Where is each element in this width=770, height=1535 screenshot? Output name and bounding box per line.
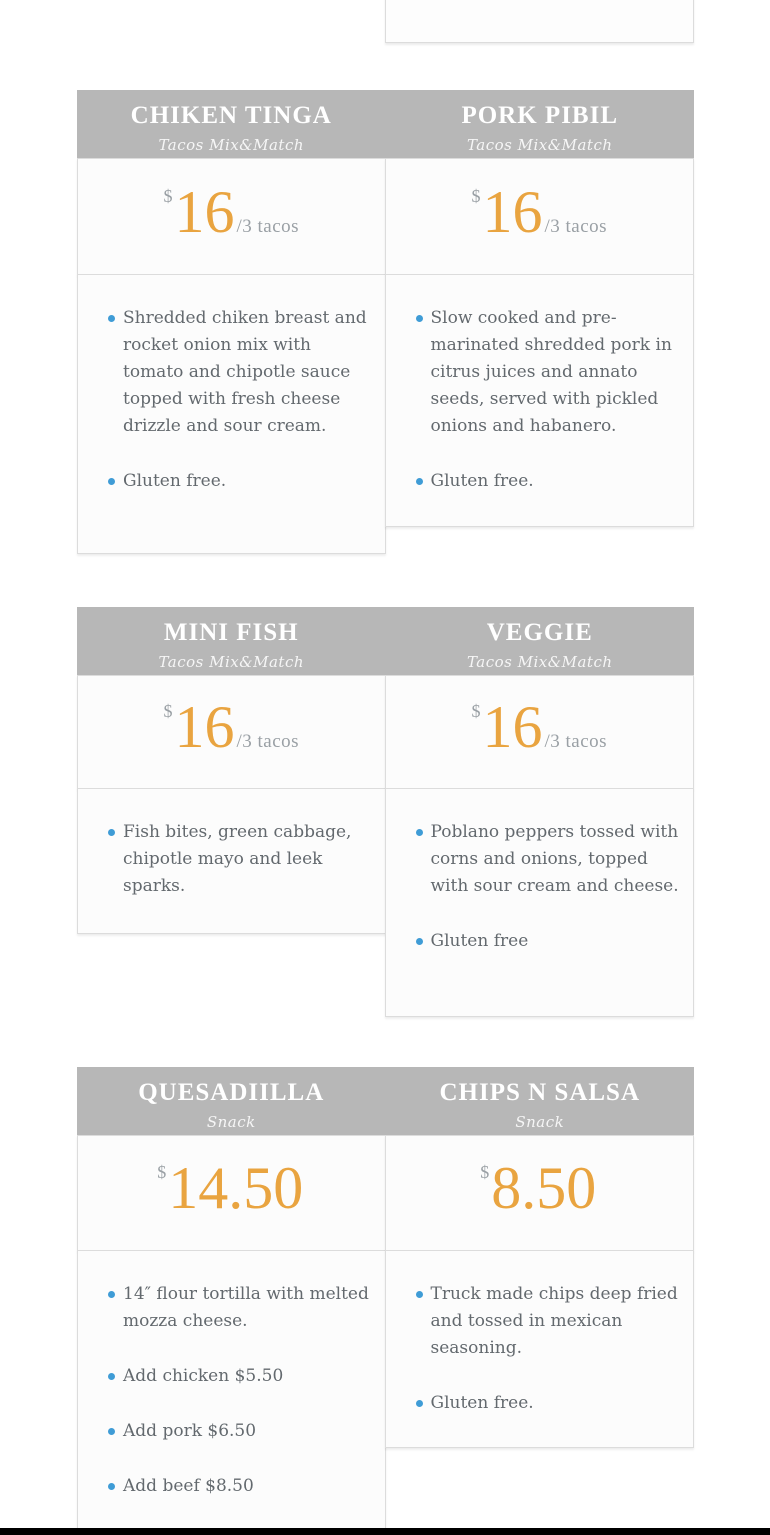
price-amount: 8.50	[491, 1155, 597, 1221]
menu-bullet-item: Gluten free	[431, 928, 683, 955]
previous-card-fragment	[385, 0, 694, 43]
menu-bullet-item: Gluten free.	[431, 468, 683, 495]
currency-symbol: $	[163, 701, 173, 721]
description-box	[385, 788, 695, 1017]
menu-bullet-item: Add beef $8.50	[123, 1473, 374, 1500]
bullet-list	[386, 275, 694, 495]
price-box	[77, 158, 386, 275]
card-header	[77, 1067, 694, 1135]
card-columns	[77, 1135, 694, 1535]
item-title: VEGGIE	[486, 619, 593, 646]
currency-symbol: $	[163, 185, 173, 206]
header-col-mini-fish	[77, 607, 386, 675]
column-chips-n-salsa	[385, 1135, 695, 1448]
item-title: CHIPS N SALSA	[439, 1079, 641, 1106]
menu-card-snacks	[77, 1067, 694, 1535]
menu-card-tacos-2	[77, 607, 694, 1017]
menu-bullet-item: Add chicken $5.50	[123, 1363, 374, 1390]
card-columns	[77, 675, 694, 1017]
menu-bullet-item: Shredded chiken breast and rocket onion mix with tomato and chipotle sauce topped with fresh cheese drizzle and sour cream.	[123, 305, 374, 440]
header-col-chips-n-salsa	[386, 1067, 695, 1135]
menu-bullet-item: Slow cooked and pre-marinated shredded pork in citrus juices and annato seeds, served with pickled onions and habanero.	[431, 305, 683, 440]
description-box	[385, 274, 695, 527]
header-col-pork-pibil	[386, 90, 695, 158]
item-subtitle: Tacos Mix&Match	[158, 652, 305, 671]
item-subtitle: Tacos Mix&Match	[466, 652, 613, 671]
header-col-veggie	[386, 607, 695, 675]
column-chiken-tinga	[77, 158, 386, 554]
header-col-quesadiilla	[77, 1067, 386, 1135]
bullet-list	[386, 789, 694, 955]
price-amount: 14.50	[168, 1155, 304, 1221]
price-box	[385, 1135, 695, 1251]
bullet-list	[78, 789, 385, 900]
header-col-chiken-tinga	[77, 90, 386, 158]
item-subtitle: Tacos Mix&Match	[158, 135, 305, 154]
price-box	[385, 675, 695, 789]
menu-card-tacos-1	[77, 90, 694, 554]
menu-bullet-item: Gluten free.	[431, 1390, 683, 1417]
currency-symbol: $	[480, 1162, 490, 1182]
column-pork-pibil	[385, 158, 695, 527]
item-title: PORK PIBIL	[461, 102, 619, 129]
item-subtitle: Tacos Mix&Match	[466, 135, 613, 154]
description-box	[77, 1250, 386, 1535]
currency-symbol: $	[471, 701, 481, 721]
price	[480, 1155, 598, 1221]
card-columns	[77, 158, 694, 554]
menu-bullet-item: Poblano peppers tossed with corns and onions, topped with sour cream and cheese.	[431, 819, 683, 900]
item-title: QUESADIILLA	[138, 1079, 325, 1106]
card-header	[77, 90, 694, 158]
column-quesadiilla	[77, 1135, 386, 1535]
price	[157, 1155, 305, 1221]
menu-bullet-item: Fish bites, green cabbage, chipotle mayo and leek sparks.	[123, 819, 374, 900]
menu-bullet-item: Gluten free.	[123, 468, 374, 495]
price-box	[77, 675, 386, 789]
description-box	[77, 788, 386, 934]
menu-bullet-item: 14″ flour tortilla with melted mozza cheese.	[123, 1281, 374, 1335]
item-subtitle: Snack	[206, 1112, 256, 1131]
price-unit: /3 tacos	[236, 731, 300, 752]
price-unit: /3 tacos	[544, 731, 608, 752]
price-unit: /3 tacos	[544, 215, 608, 237]
description-box	[385, 1250, 695, 1448]
bullet-list	[78, 275, 385, 495]
price-amount: 16	[482, 178, 543, 245]
item-subtitle: Snack	[515, 1112, 565, 1131]
column-mini-fish	[77, 675, 386, 934]
price	[163, 694, 300, 760]
description-box	[77, 274, 386, 554]
price	[471, 178, 608, 245]
price-box	[385, 158, 695, 275]
column-veggie	[385, 675, 695, 1017]
bottom-edge-bar	[0, 1528, 770, 1535]
currency-symbol: $	[471, 185, 481, 206]
price-amount: 16	[174, 694, 235, 760]
menu-bullet-item: Add pork $6.50	[123, 1418, 374, 1445]
price-unit: /3 tacos	[236, 215, 300, 237]
price-box	[77, 1135, 386, 1251]
item-title: MINI FISH	[163, 619, 299, 646]
currency-symbol: $	[157, 1162, 167, 1182]
bullet-list	[386, 1251, 694, 1417]
menu-bullet-item: Truck made chips deep fried and tossed in mexican seasoning.	[431, 1281, 683, 1362]
price-amount: 16	[482, 694, 543, 760]
bullet-list	[78, 1251, 385, 1500]
price-amount: 16	[174, 178, 235, 245]
item-title: CHIKEN TINGA	[130, 102, 332, 129]
price	[163, 178, 300, 245]
card-header	[77, 607, 694, 675]
price	[471, 694, 608, 760]
